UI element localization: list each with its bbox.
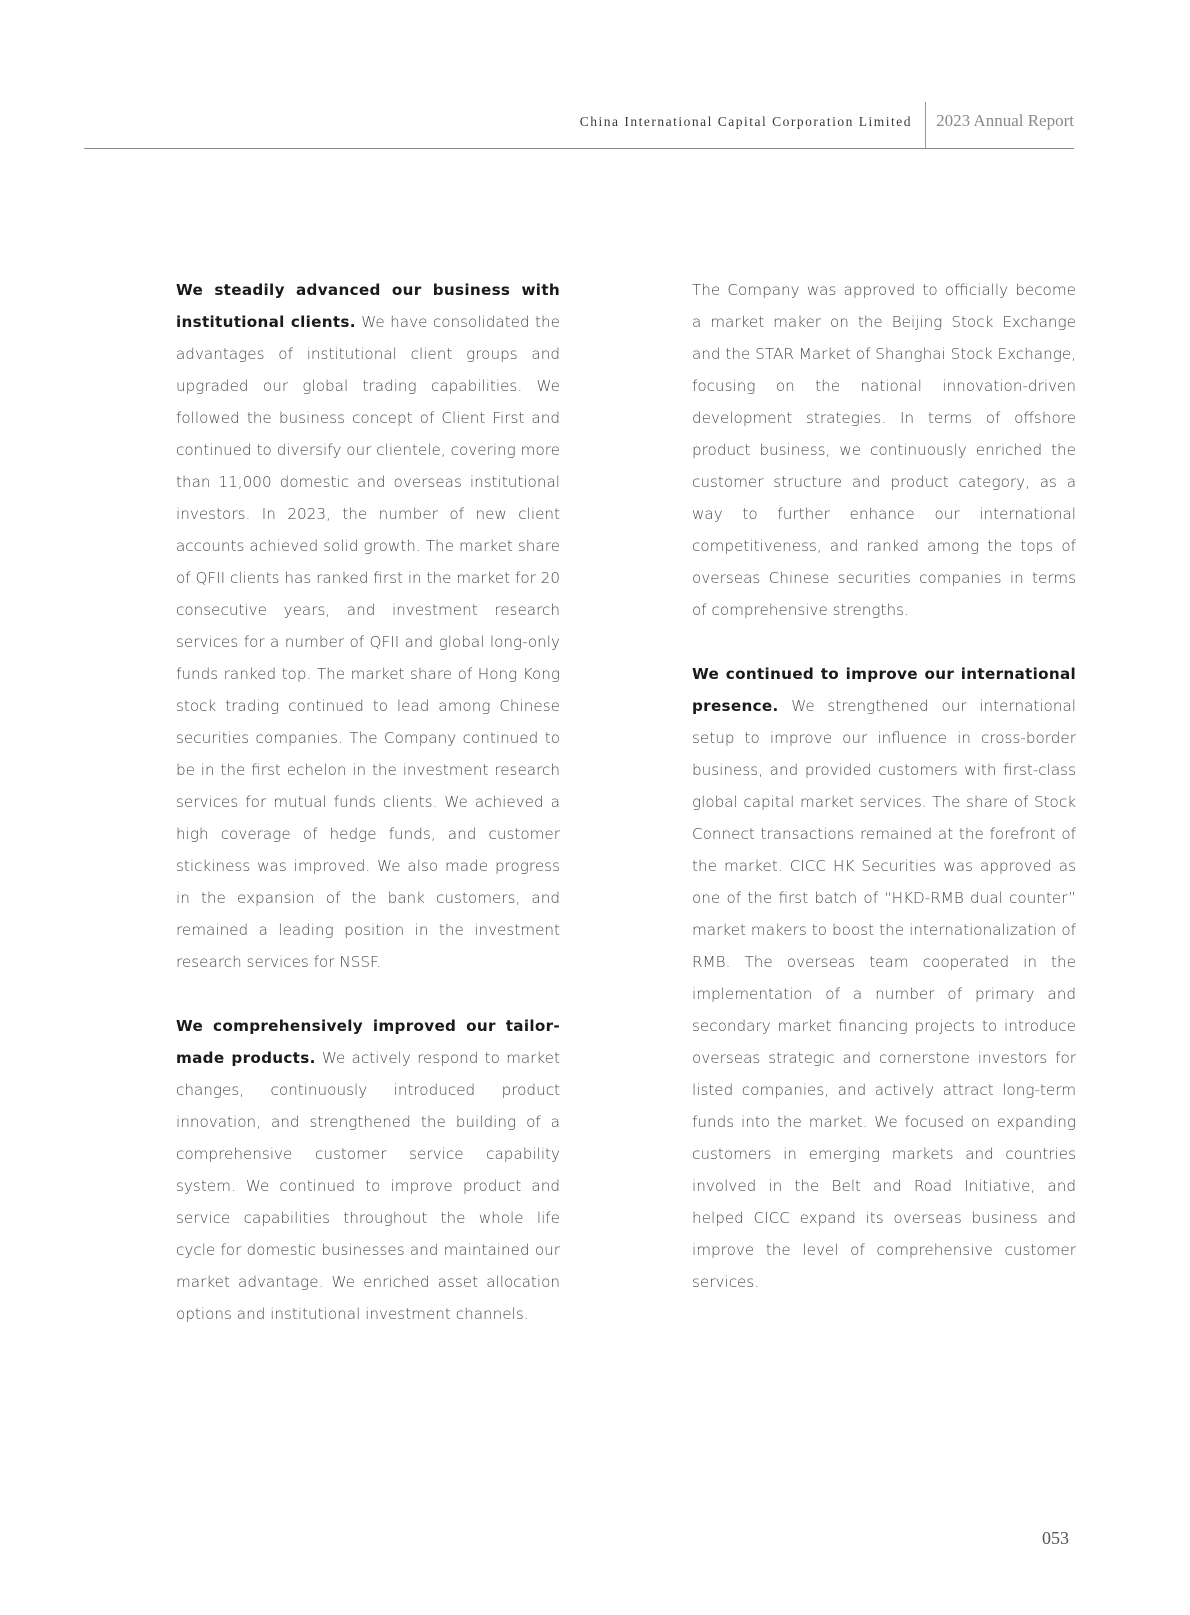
paragraph-body: We have consolidated the advantages of institutional client groups and upgraded our global trading capabilities. We followed the business concept of Client First and continued to diversify our clientele, covering more than 11,000 domestic and overseas institutional investors. In 2023, the number of new client accounts achieved solid growth. The market share of QFII clients has ranked first in the market for 20 consecutive years, and investment research services for a number of QFII and global long-only funds ranked top. The market share of Hong Kong stock trading continued to lead among Chinese securities companies. The Company continued to be in the first echelon in the investment research services for mutual funds clients. We achieved a high coverage of hedge funds, and customer stickiness was improved. We also made progress in the expansion of the bank customers, and remained a leading position in the investment research services for NSSF. [176,313,561,971]
paragraph-institutional-clients [176,274,560,978]
page-number: 053 [1042,1528,1069,1548]
paragraph-heading: We comprehensively improved our tailor-made products. [176,1017,560,1067]
paragraph-international-presence [692,658,1076,1298]
right-column [692,274,1076,1330]
left-column [176,274,560,1362]
page-header [84,100,1074,149]
header-report-title: 2023 Annual Report [936,111,1074,130]
header-company-name: China International Capital Corporation Limited [579,114,912,129]
paragraph-tailor-made-products [176,1010,560,1330]
paragraph-market-maker [692,274,1076,626]
paragraph-body: The Company was approved to officially become a market maker on the Beijing Stock Exchange and the STAR Market of Shanghai Stock Exchange, focusing on the national innovation-driven development strategies. In terms of offshore product business, we continuously enriched the customer structure and product category, as a way to further enhance our international competitiveness, and ranked among the tops of overseas Chinese securities companies in terms of comprehensive strengths. [692,281,1076,619]
paragraph-heading: We steadily advanced our business with institutional clients. [176,281,560,331]
header-divider [925,102,926,148]
paragraph-body: We actively respond to market changes, continuously introduced product innovation, and strengthened the building of a comprehensive customer service capability system. We continued to improve product and service capabilities throughout the whole life cycle for domestic businesses and maintained our market advantage. We enriched asset allocation options and institutional investment channels. [176,1049,560,1323]
paragraph-body: We strengthened our international setup to improve our influence in cross-border business, and provided customers with first-class global capital market services. The share of Stock Connect transactions remained at the forefront of the market. CICC HK Securities was approved as one of the first batch of “HKD-RMB dual counter” market makers to boost the internationalization of RMB. The overseas team cooperated in the implementation of a number of primary and secondary market financing projects to introduce overseas strategic and cornerstone investors for listed companies, and actively attract long-term funds into the market. We focused on expanding customers in emerging markets and countries involved in the Belt and Road Initiative, and helped CICC expand its overseas business and improve the level of comprehensive customer services. [692,697,1076,1291]
paragraph-heading: We continued to improve our international presence. [692,665,1076,715]
